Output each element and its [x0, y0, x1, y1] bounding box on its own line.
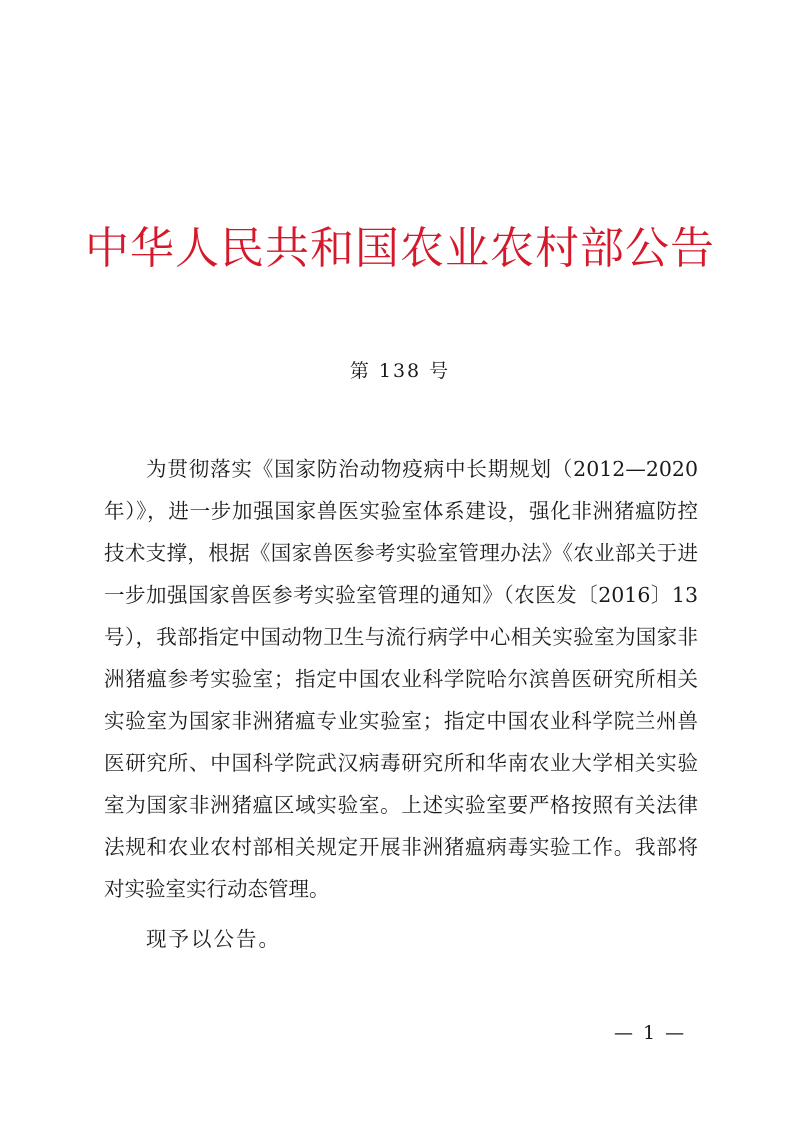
body-line: 号），我部指定中国动物卫生与流行病学中心相关实验室为国家非: [104, 625, 698, 649]
body-line: 法规和农业农村部相关规定开展非洲猪瘟病毒实验工作。我部将: [104, 835, 698, 859]
body-line: 洲猪瘟参考实验室；指定中国农业科学院哈尔滨兽医研究所相关: [104, 667, 698, 691]
page-number: — 1 —: [614, 1022, 687, 1044]
body-line: 年）》，进一步加强国家兽医实验室体系建设，强化非洲猪瘟防控: [104, 499, 698, 523]
body-line: 一步加强国家兽医参考实验室管理的通知》（农医发〔2016〕13: [104, 583, 698, 607]
body-line: 为贯彻落实《国家防治动物疫病中长期规划（2012—2020: [146, 457, 698, 481]
body-line: 对实验室实行动态管理。: [104, 877, 330, 901]
body-line: 室为国家非洲猪瘟区域实验室。上述实验室要严格按照有关法律: [104, 793, 698, 817]
body-line: 技术支撑，根据《国家兽医参考实验室管理办法》《农业部关于进: [104, 541, 698, 565]
announcement-title: 中华人民共和国农业农村部公告: [85, 223, 715, 274]
document-number: 第 138 号: [349, 360, 451, 382]
body-line: 实验室为国家非洲猪瘟专业实验室；指定中国农业科学院兰州兽: [104, 709, 698, 733]
closing-statement: 现予以公告。: [146, 927, 281, 951]
body-line: 医研究所、中国科学院武汉病毒研究所和华南农业大学相关实验: [104, 751, 698, 775]
